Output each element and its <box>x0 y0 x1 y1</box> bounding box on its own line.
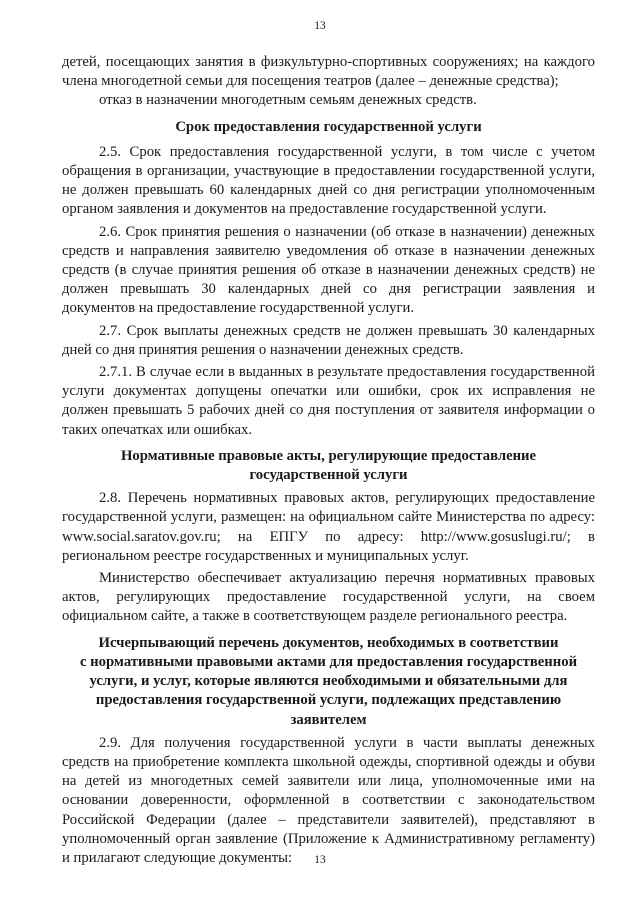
paragraph-2-9: 2.9. Для получения государственной услуги в части выплаты денежных средств на приобретение комплекта школьной одежды, спортивной одежды и обуви на детей из многодетных семей заявители или лица, уполномоченные ими на основании доверенности, оформленной в соответствии с законодательством Российской Федерации (далее – представители заявителей), представляют в уполномоченный орган заявление (Приложение к Административному регламенту) и прилагают следующие документы: <box>62 734 595 866</box>
heading-legal-acts-line1: Нормативные правовые акты, регулирующие предоставление <box>120 447 537 464</box>
heading-service-term: Срок предоставления государственной услуги <box>175 118 482 135</box>
page-number-bottom: 13 <box>314 854 326 866</box>
paragraph-2-7: 2.7. Срок выплаты денежных средств не должен превышать 30 календарных дней со дня принятия решения о назначении денежных средств. <box>62 322 595 358</box>
paragraph-refusal: отказ в назначении многодетным семьям денежных средств. <box>99 92 477 109</box>
heading-documents-line5: заявителем <box>290 711 367 728</box>
heading-documents-line3: услуги, и услуг, которые являются необходимыми и обязательными для <box>89 673 568 690</box>
heading-documents-line1: Исчерпывающий перечень документов, необходимых в соответствии <box>98 634 559 651</box>
page-number-top: 13 <box>314 20 326 32</box>
heading-documents-line2: с нормативными правовыми актами для предоставления государственной <box>79 653 578 670</box>
paragraph-2-7-1: 2.7.1. В случае если в выданных в результате предоставления государственной услуги документах допущены опечатки или ошибки, срок их исправления не должен превышать 5 рабочих дней со дня поступления от заявителя информации о таких опечатках или ошибках. <box>62 364 595 438</box>
paragraph-2-5: 2.5. Срок предоставления государственной услуги, в том числе с учетом обращения в организации, участвующие в предоставлении государственной услуги, не должен превышать 60 календарных дней со дня регистрации уполномоченным органом заявления и документов на предоставление государственной услуги. <box>62 143 595 218</box>
heading-documents-line4: предоставления государственной услуги, подлежащих представлению <box>95 692 562 709</box>
paragraph-intro-continuation: детей, посещающих занятия в физкультурно-спортивных сооружениях; на каждого члена многодетной семьи для посещения театров (далее – денежные средства); <box>62 54 595 90</box>
heading-legal-acts <box>62 447 595 485</box>
paragraph-2-6: 2.6. Срок принятия решения о назначении (об отказе в назначении) денежных средств и направления заявителю уведомления об отказе в назначении денежных средств (в случае принятия решения об отказе в назначении денежных средств) не должен превышать 30 календарных дней со дня регистрации заявления и документов на предоставление государственной услуги. <box>62 223 595 317</box>
document-body <box>62 53 595 868</box>
heading-documents-list <box>62 634 595 730</box>
heading-legal-acts-line2: государственной услуги <box>249 467 408 484</box>
paragraph-ministry-updates: Министерство обеспечивает актуализацию перечня нормативных правовых актов, регулирующих предоставление государственной услуги, на своем официальном сайте, а также в соответствующем разделе регионального реестра. <box>62 570 595 625</box>
paragraph-2-8: 2.8. Перечень нормативных правовых актов, регулирующих предоставление государственной услуги, размещен: на официальном сайте Министерства по адресу: www.social.saratov.gov.ru; на ЕПГУ по адресу: http://www.gosuslugi.ru/; в региональном реестре государственных и муниципальных услуг. <box>62 490 595 564</box>
